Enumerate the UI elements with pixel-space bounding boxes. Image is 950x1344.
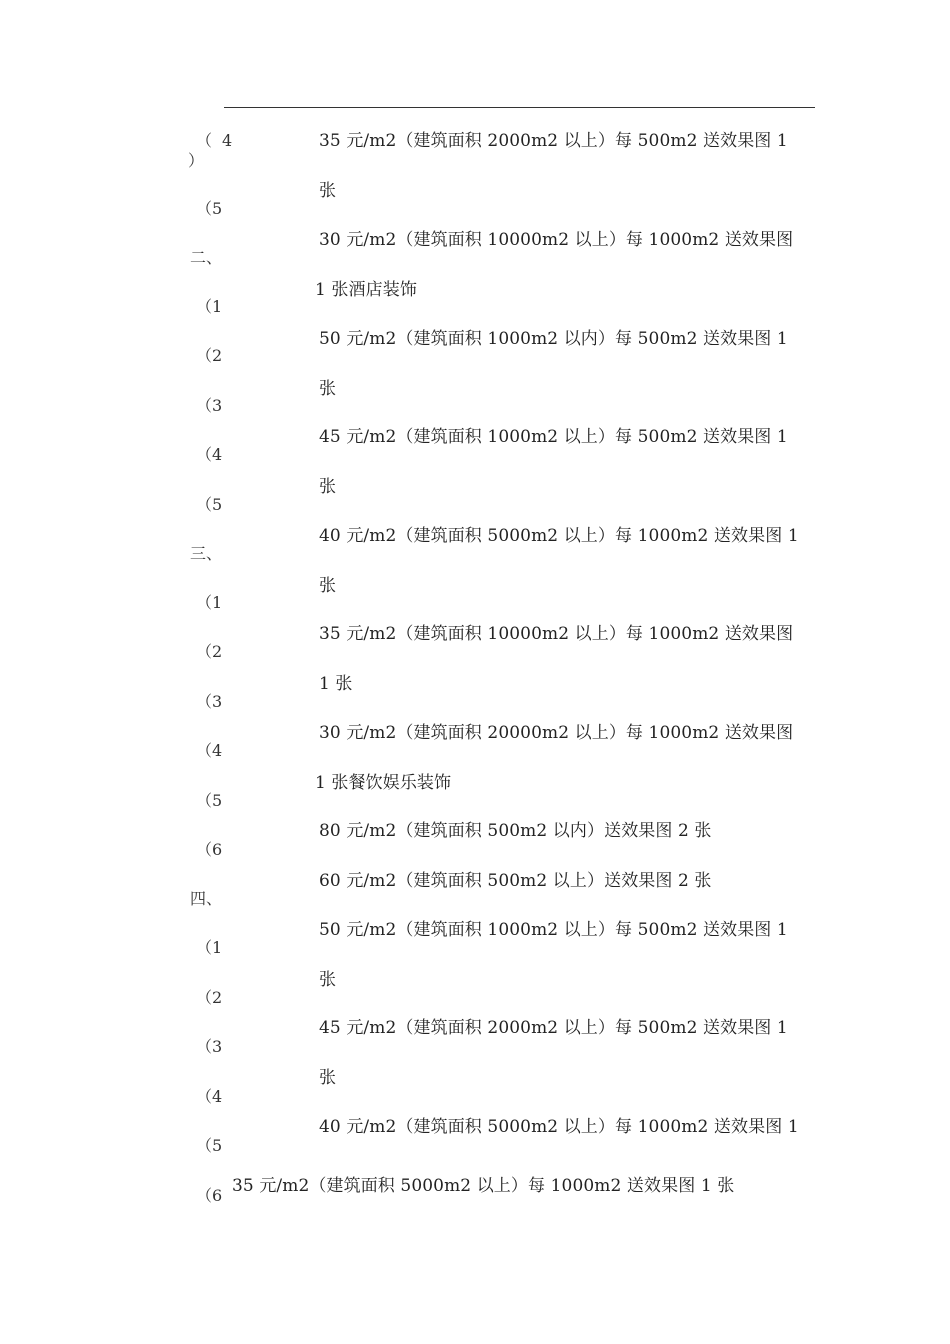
price-line: 30 元/m2（建筑面积 20000m2 以上）每 1000m2 送效果图: [319, 723, 794, 743]
section-heading-three: 三、: [190, 544, 223, 563]
price-line: 张: [319, 576, 337, 596]
marker-item-4: （4: [196, 445, 223, 464]
marker-number-4: 4: [222, 131, 233, 150]
price-line: 张: [319, 477, 337, 497]
marker-item-1: （1: [196, 938, 223, 957]
price-line: 50 元/m2（建筑面积 1000m2 以内）每 500m2 送效果图 1: [319, 329, 788, 349]
price-line: 45 元/m2（建筑面积 1000m2 以上）每 500m2 送效果图 1: [319, 427, 788, 447]
marker-item-2: （2: [196, 346, 223, 365]
marker-item-4: （4: [196, 1087, 223, 1106]
price-line: 40 元/m2（建筑面积 5000m2 以上）每 1000m2 送效果图 1: [319, 526, 799, 546]
price-line-with-category: 1 张餐饮娱乐装饰: [315, 773, 452, 793]
marker-item-2: （2: [196, 988, 223, 1007]
price-line: 60 元/m2（建筑面积 500m2 以上）送效果图 2 张: [319, 871, 712, 891]
price-line: 张: [319, 181, 337, 201]
marker-item-5: （5: [196, 199, 223, 218]
price-line: 45 元/m2（建筑面积 2000m2 以上）每 500m2 送效果图 1: [319, 1018, 788, 1038]
price-line: 张: [319, 1068, 337, 1088]
marker-item-4: （4: [196, 741, 223, 760]
marker-item-5: （5: [196, 495, 223, 514]
price-line: 40 元/m2（建筑面积 5000m2 以上）每 1000m2 送效果图 1: [319, 1117, 799, 1137]
final-price-line: 35 元/m2（建筑面积 5000m2 以上）每 1000m2 送效果图 1 张: [232, 1176, 735, 1196]
section-heading-two: 二、: [190, 248, 223, 267]
marker-item-1: （1: [196, 593, 223, 612]
marker-close-paren: ）: [188, 151, 205, 170]
marker-item-6: （6: [196, 840, 223, 859]
marker-open-paren: （: [196, 131, 213, 150]
marker-item-1: （1: [196, 297, 223, 316]
price-line: 30 元/m2（建筑面积 10000m2 以上）每 1000m2 送效果图: [319, 230, 794, 250]
price-line: 80 元/m2（建筑面积 500m2 以内）送效果图 2 张: [319, 821, 712, 841]
marker-item-5: （5: [196, 791, 223, 810]
price-line: 35 元/m2（建筑面积 10000m2 以上）每 1000m2 送效果图: [319, 624, 794, 644]
marker-item-5: （5: [196, 1136, 223, 1155]
price-line: 张: [319, 379, 337, 399]
marker-item-3: （3: [196, 396, 223, 415]
price-line: 1 张: [319, 674, 353, 694]
marker-item-3: （3: [196, 1037, 223, 1056]
price-line: 35 元/m2（建筑面积 2000m2 以上）每 500m2 送效果图 1: [319, 131, 788, 151]
marker-item-3: （3: [196, 692, 223, 711]
price-line: 50 元/m2（建筑面积 1000m2 以上）每 500m2 送效果图 1: [319, 920, 788, 940]
section-heading-four: 四、: [190, 889, 223, 908]
header-rule: [224, 107, 815, 108]
marker-item-6: （6: [196, 1186, 223, 1205]
marker-item-2: （2: [196, 642, 223, 661]
price-line: 张: [319, 970, 337, 990]
price-line-with-category: 1 张酒店装饰: [315, 280, 417, 300]
